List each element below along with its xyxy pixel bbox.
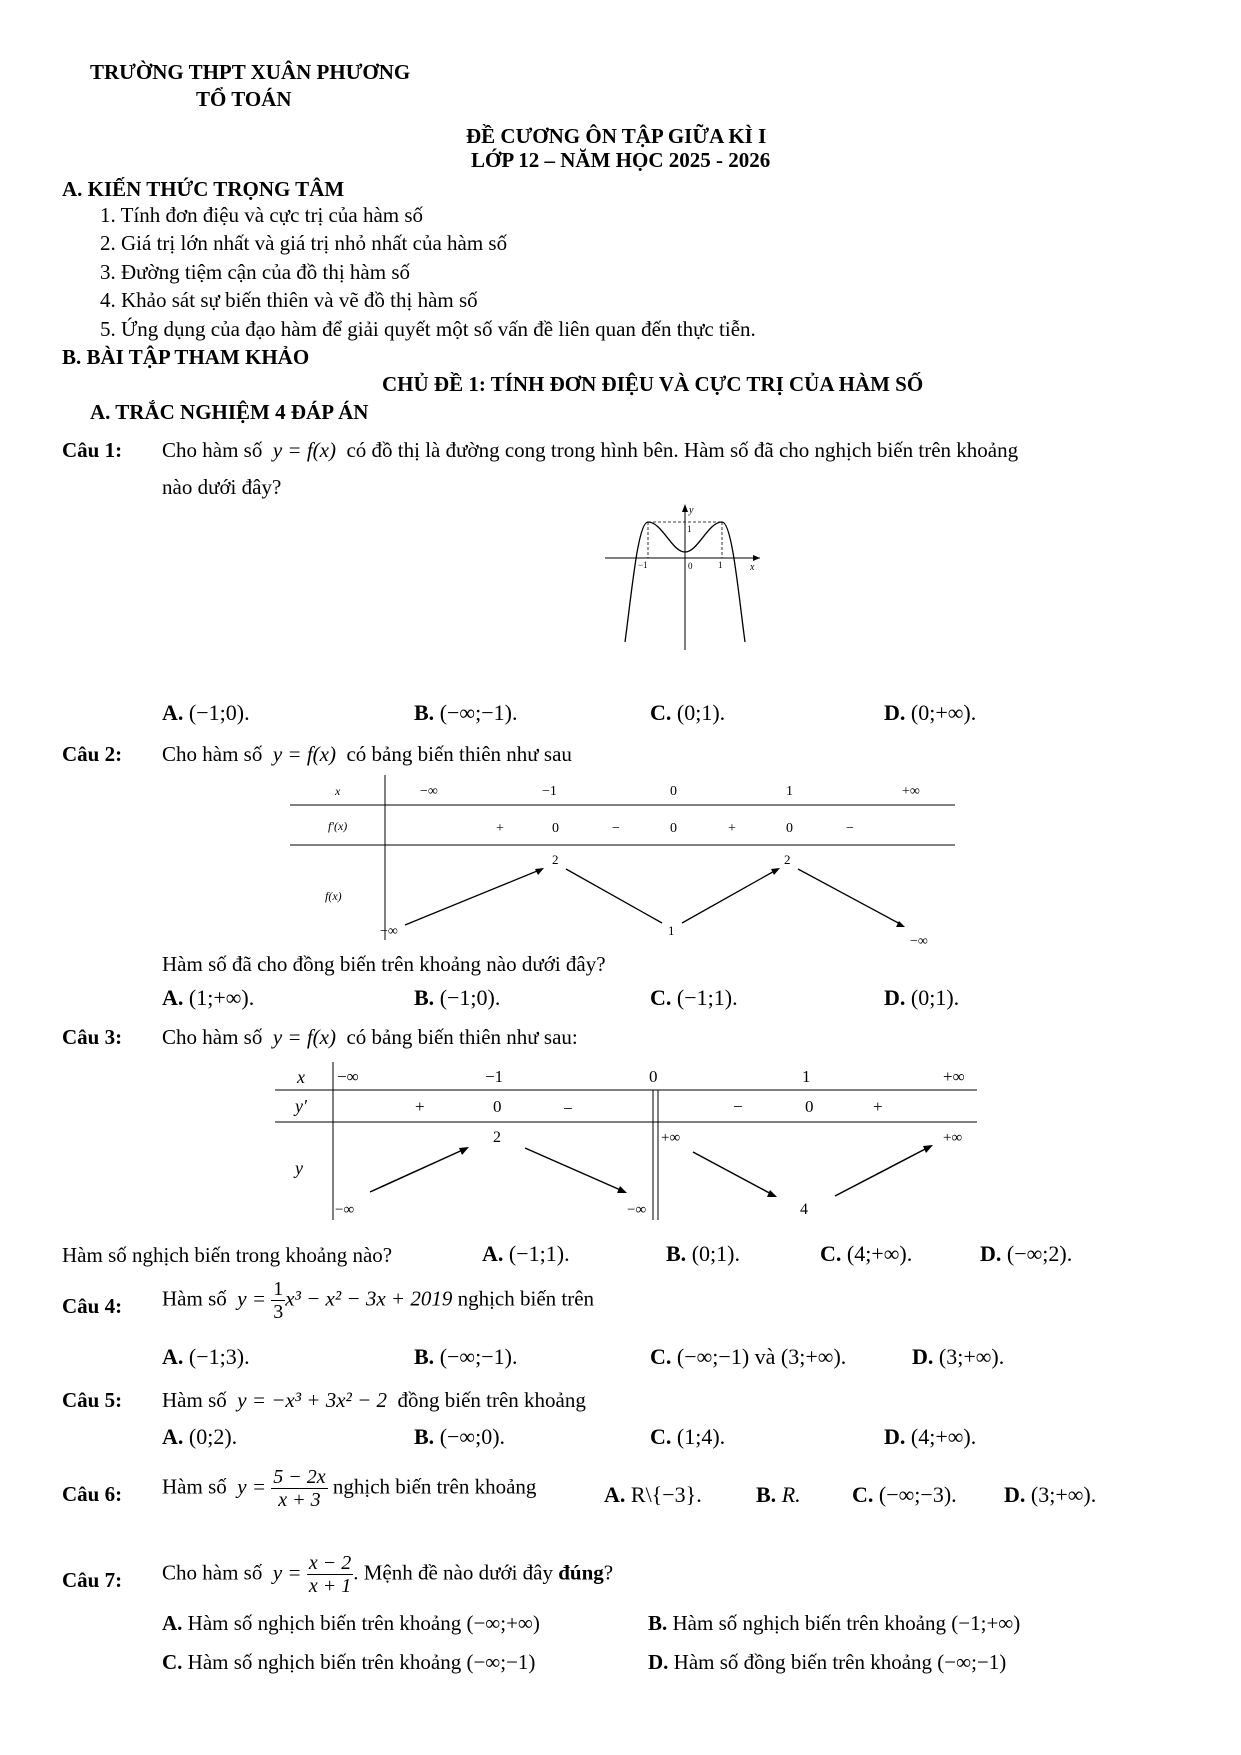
table-cell: 0 <box>786 821 793 836</box>
table-cell: + <box>415 1097 425 1116</box>
answer-option: C. (4;+∞). <box>820 1241 913 1266</box>
list-item: 4. Khảo sát sự biến thiên và vẽ đồ thị hàm số <box>100 288 478 312</box>
table-cell: + <box>496 821 504 836</box>
tick-label: −1 <box>638 560 648 570</box>
answer-option: D. (3;+∞). <box>912 1344 1005 1369</box>
list-item: 2. Giá trị lớn nhất và giá trị nhỏ nhất của hàm số <box>100 231 508 255</box>
table-cell: − <box>846 821 854 836</box>
answer-option: C. (−∞;−1) và (3;+∞). <box>650 1344 847 1369</box>
list-item: 3. Đường tiệm cận của đồ thị hàm số <box>100 260 411 284</box>
table-cell: +∞ <box>943 1067 965 1086</box>
table-cell: 2 <box>552 852 559 867</box>
answer-option: A. (0;2). <box>162 1424 238 1449</box>
question-label: Câu 6: <box>62 1482 123 1506</box>
question-label: Câu 2: <box>62 742 123 766</box>
question-label: Câu 3: <box>62 1025 123 1049</box>
table-cell: − <box>563 1099 573 1118</box>
answer-option: B. (−∞;0). <box>414 1424 506 1449</box>
table-cell: − <box>612 821 620 836</box>
answer-option: C. (−1;1). <box>650 985 738 1010</box>
function-graph <box>600 500 770 655</box>
answer-option: B. (−∞;−1). <box>414 700 518 725</box>
part-heading: A. TRẮC NGHIỆM 4 ĐÁP ÁN <box>90 400 369 424</box>
answer-option: D. (3;+∞). <box>1004 1482 1097 1507</box>
question-text: Cho hàm số y = f(x) có đồ thị là đường cong trong hình bên. Hàm số đã cho nghịch biến trên khoảng <box>162 438 1019 462</box>
table-header: f(x) <box>325 889 342 903</box>
answer-option: A. (−1;3). <box>162 1344 250 1369</box>
school-name: TRƯỜNG THPT XUÂN PHƯƠNG <box>90 60 411 84</box>
table-cell: + <box>728 821 736 836</box>
question-text: nào dưới đây? <box>162 475 282 499</box>
answer-option: D. (−∞;2). <box>980 1241 1073 1266</box>
table-header: y <box>295 1158 303 1178</box>
document-title: ĐỀ CƯƠNG ÔN TẬP GIỮA KÌ I <box>466 124 767 148</box>
question-text: Cho hàm số y = f(x) có bảng biến thiên như sau: <box>162 1025 578 1049</box>
answer-option: B. (−∞;−1). <box>414 1344 518 1369</box>
answer-option: A. (−1;1). <box>482 1241 570 1266</box>
table-cell: 1 <box>786 784 793 799</box>
table-cell: 2 <box>493 1129 501 1146</box>
table-cell: 2 <box>784 852 791 867</box>
section-a-heading: A. KIẾN THỨC TRỌNG TÂM <box>62 177 345 201</box>
answer-option: C. (0;1). <box>650 700 726 725</box>
list-item: 5. Ứng dụng của đạo hàm để giải quyết một số vấn đề liên quan đến thực tiễn. <box>100 317 756 341</box>
table-header: x <box>335 784 341 798</box>
department-name: TỔ TOÁN <box>196 87 292 111</box>
tick-label: 1 <box>718 560 723 570</box>
table-cell: 0 <box>649 1067 658 1086</box>
question-label: Câu 7: <box>62 1568 123 1592</box>
question-text: Cho hàm số y = f(x) có bảng biến thiên như sau <box>162 742 572 766</box>
answer-option: C. (−∞;−3). <box>852 1482 957 1507</box>
variation-table <box>290 775 960 955</box>
answer-option: D. (0;1). <box>884 985 960 1010</box>
answer-option: B. (0;1). <box>666 1241 740 1266</box>
table-header: f′(x) <box>328 819 348 833</box>
list-item: 1. Tính đơn điệu và cực trị của hàm số <box>100 203 424 227</box>
x-axis-label: x <box>750 562 755 573</box>
table-cell: 1 <box>668 923 675 938</box>
answer-option: D. (4;+∞). <box>884 1424 977 1449</box>
question-text: Cho hàm số y = $\frac{x - 2}{x + 1}$ . Mệnh đề nào dưới đây đúng? <box>162 1552 614 1597</box>
tick-label: 0 <box>688 561 693 571</box>
question-text: Hàm số nghịch biến trong khoảng nào? <box>62 1243 393 1267</box>
table-cell: 4 <box>800 1201 808 1218</box>
answer-option: C. (1;4). <box>650 1424 726 1449</box>
table-header: x <box>297 1067 305 1087</box>
question-label: Câu 5: <box>62 1388 123 1412</box>
answer-option: D. Hàm số đồng biến trên khoảng (−∞;−1) <box>648 1650 1007 1674</box>
table-cell: 0 <box>552 821 559 836</box>
answer-option: B. R. <box>756 1482 801 1507</box>
table-cell: 0 <box>805 1097 814 1116</box>
table-cell: +∞ <box>661 1130 681 1146</box>
table-cell: +∞ <box>902 784 920 799</box>
table-cell: −∞ <box>335 1202 355 1218</box>
variation-table <box>275 1062 985 1227</box>
answer-option: A. (−1;0). <box>162 700 250 725</box>
table-cell: 0 <box>670 821 677 836</box>
table-cell: 0 <box>493 1097 502 1116</box>
answer-option: C. Hàm số nghịch biến trên khoảng (−∞;−1) <box>162 1650 536 1674</box>
table-cell: 0 <box>670 784 677 799</box>
table-cell: − <box>733 1097 743 1116</box>
question-text: Hàm số y = $\frac{1}{3}$ x³ − x² − 3x + 2019 nghịch biến trên <box>162 1278 595 1323</box>
table-cell: −1 <box>542 784 557 799</box>
question-text: Hàm số đã cho đồng biến trên khoảng nào dưới đây? <box>162 952 606 976</box>
table-cell: −∞ <box>420 784 438 799</box>
table-cell: −∞ <box>627 1202 647 1218</box>
y-axis-label: y <box>689 505 694 516</box>
answer-option: D. (0;+∞). <box>884 700 977 725</box>
document-subtitle: LỚP 12 – NĂM HỌC 2025 - 2026 <box>471 148 771 172</box>
tick-label: 1 <box>687 524 692 534</box>
answer-option: B. Hàm số nghịch biến trên khoảng (−1;+∞) <box>648 1611 1021 1635</box>
table-cell: −∞ <box>337 1067 359 1086</box>
answer-option: A. Hàm số nghịch biến trên khoảng (−∞;+∞) <box>162 1611 540 1635</box>
topic-heading: CHỦ ĐỀ 1: TÍNH ĐƠN ĐIỆU VÀ CỰC TRỊ CỦA HÀM SỐ <box>382 372 924 396</box>
table-cell: −1 <box>485 1067 504 1086</box>
table-header: y′ <box>295 1096 307 1116</box>
question-text: Hàm số y = $\frac{5 - 2x}{x + 3}$ nghịch biến trên khoảng <box>162 1466 537 1511</box>
table-cell: 1 <box>802 1067 811 1086</box>
section-b-heading: B. BÀI TẬP THAM KHẢO <box>62 345 310 369</box>
table-cell: + <box>873 1097 883 1116</box>
table-cell: −∞ <box>380 924 398 939</box>
answer-option: B. (−1;0). <box>414 985 501 1010</box>
question-text: Hàm số y = −x³ + 3x² − 2 đồng biến trên khoảng <box>162 1388 586 1412</box>
question-label: Câu 1: <box>62 438 123 462</box>
answer-option: A. R\{−3}. <box>604 1482 702 1507</box>
question-label: Câu 4: <box>62 1294 123 1318</box>
table-cell: +∞ <box>943 1130 963 1146</box>
answer-option: A. (1;+∞). <box>162 985 255 1010</box>
table-cell: −∞ <box>910 934 928 949</box>
